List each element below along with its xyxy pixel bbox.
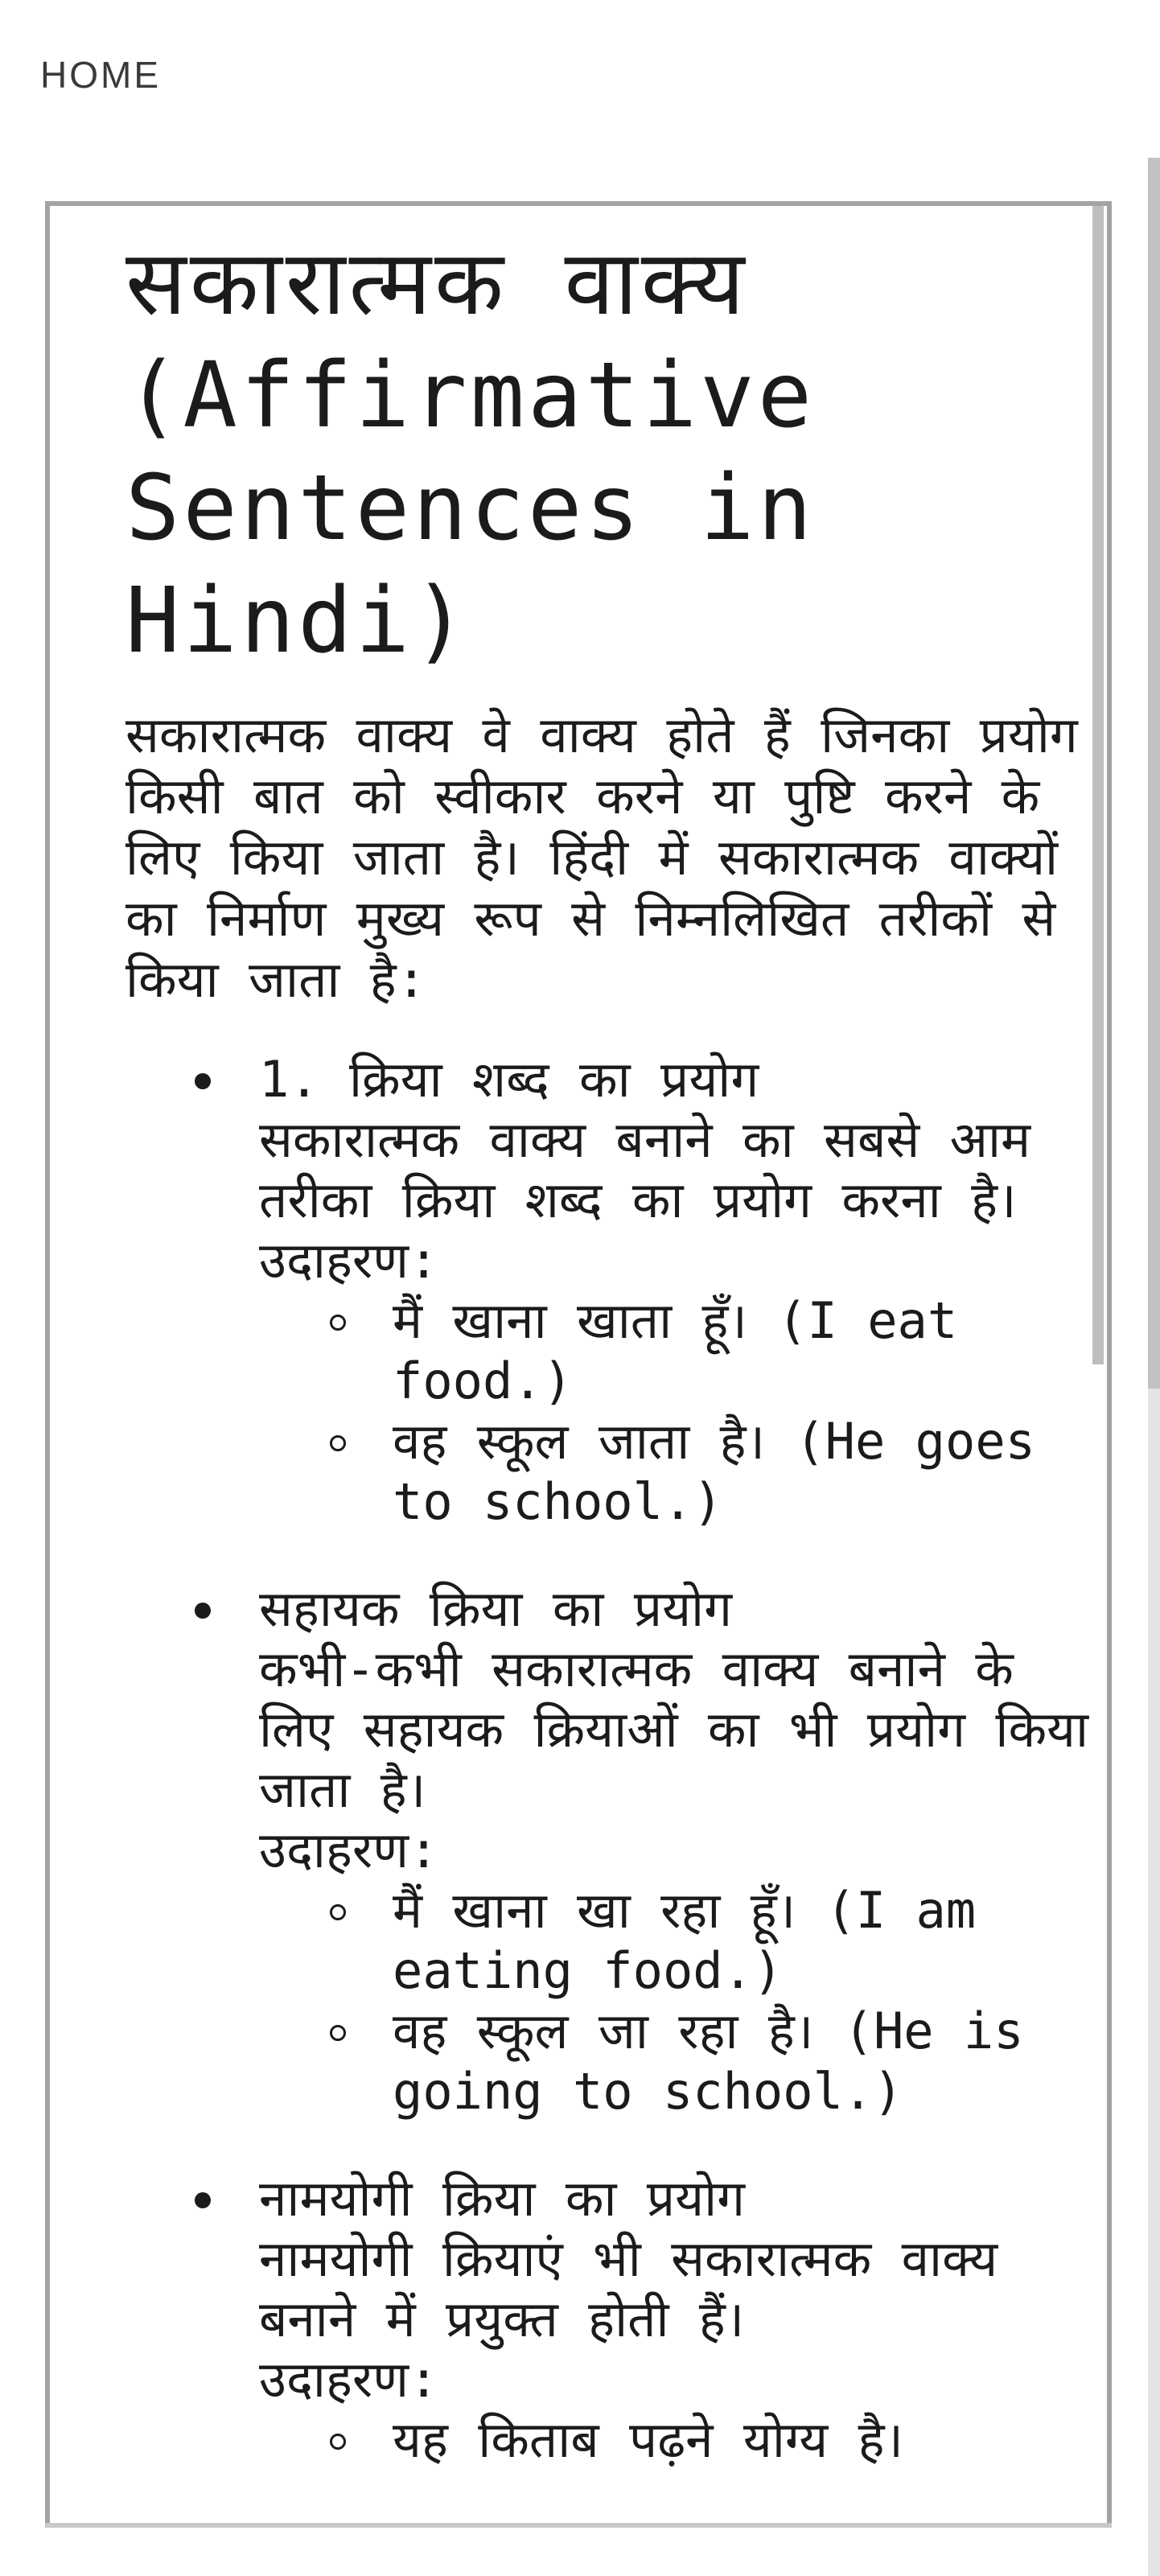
method-heading: सहायक क्रिया का प्रयोग	[259, 1579, 733, 1638]
example-list	[259, 1880, 1091, 2121]
method-description: सकारात्मक वाक्य बनाने का सबसे आम तरीका क्रिया शब्द का प्रयोग करना है।	[259, 1110, 1031, 1229]
page-scrollbar[interactable]	[1148, 158, 1160, 2576]
page-scrollbar-thumb[interactable]	[1148, 158, 1160, 1389]
article-card	[45, 201, 1112, 2526]
example-item: मैं खाना खाता हूँ। (I eat food.)	[393, 1290, 1091, 1411]
example-label: उदाहरण:	[259, 2350, 439, 2409]
method-item	[259, 1578, 1091, 2121]
method-description: नामयोगी क्रियाएं भी सकारात्मक वाक्य बनाने में प्रयुक्त होती हैं।	[259, 2229, 998, 2348]
article-title: सकारात्मक वाक्य (Affirmative Sentences in Hindi)	[125, 231, 816, 673]
top-nav	[40, 53, 161, 97]
example-item: वह स्कूल जा रहा है। (He is going to school.)	[393, 2001, 1091, 2121]
article-intro: सकारात्मक वाक्य वे वाक्य होते हैं जिनका प्रयोग किसी बात को स्वीकार करने या पुष्टि करने के लिए किया जाता है। हिंदी में सकारात्मक वाक्यों का निर्माण मुख्य रूप से निम्नलिखित तरीकों से किया जाता है:	[125, 706, 1078, 1009]
method-heading: नामयोगी क्रिया का प्रयोग	[259, 2169, 746, 2228]
method-item	[259, 1049, 1091, 1532]
example-list	[259, 1290, 1091, 1532]
example-item: वह स्कूल जाता है। (He goes to school.)	[393, 1411, 1091, 1532]
article-scrollbar[interactable]	[1092, 206, 1104, 1364]
example-item: यह किताब पढ़ने योग्य है।	[393, 2409, 1091, 2470]
method-description: कभी-कभी सकारात्मक वाक्य बनाने के लिए सहायक क्रियाओं का भी प्रयोग किया जाता है।	[259, 1640, 1089, 1819]
home-link[interactable]: HOME	[40, 54, 161, 96]
example-item: मैं खाना खा रहा हूँ। (I am eating food.)	[393, 1880, 1091, 2001]
card-bottom-edge	[45, 2523, 1112, 2528]
method-heading: 1. क्रिया शब्द का प्रयोग	[259, 1050, 759, 1109]
article-content	[125, 227, 1091, 2516]
method-item	[259, 2168, 1091, 2470]
method-list	[125, 1049, 1091, 2470]
example-label: उदाहरण:	[259, 1821, 439, 1879]
example-label: उदाहरण:	[259, 1231, 439, 1290]
example-list	[259, 2409, 1091, 2470]
